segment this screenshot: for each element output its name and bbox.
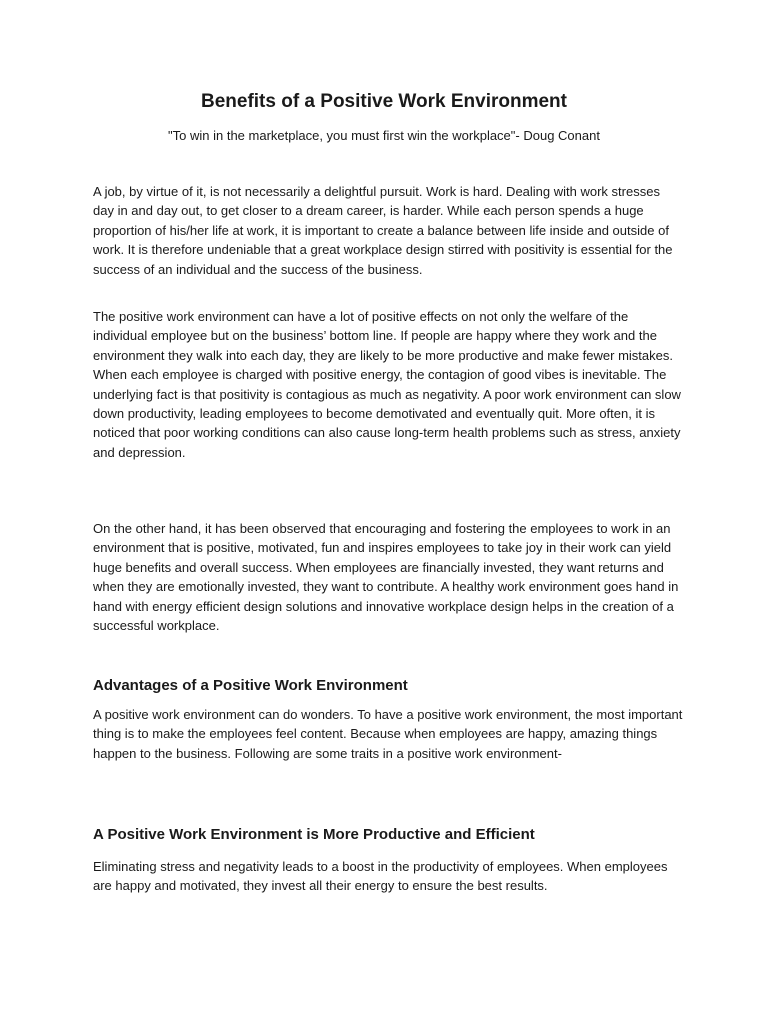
epigraph-quote: "To win in the marketplace, you must first win the workplace"- Doug Conant xyxy=(168,128,600,143)
document-title: Benefits of a Positive Work Environment xyxy=(200,91,567,112)
body-paragraph: On the other hand, it has been observed that encouraging and fostering the employees to work in an environment that is positive, motivated, fun and inspires employees to take joy in their work can yield huge benefits and overall success. When employees are financially invested, they want returns and when they are emotionally invested, they want to contribute. A healthy work environment goes hand in hand with energy efficient design solutions and innovative workplace design helps in the creation of a successful workplace. xyxy=(93,521,679,634)
section-heading-productive: A Positive Work Environment is More Productive and Efficient xyxy=(93,826,535,843)
section-paragraph-advantages: A positive work environment can do wonders. To have a positive work environment, the most important thing is to make the employees feel content. Because when employees are happy, amazing things happen to the business. Following are some traits in a positive work environment- xyxy=(93,707,683,761)
section-heading-advantages: Advantages of a Positive Work Environment xyxy=(93,677,408,694)
section-paragraph-productive: Eliminating stress and negativity leads to a boost in the productivity of employees. When employees are happy and motivated, they invest all their energy to ensure the best results. xyxy=(93,859,668,894)
body-paragraph: A job, by virtue of it, is not necessarily a delightful pursuit. Work is hard. Dealing with work stresses day in and day out, to get closer to a dream career, is harder. While each person spends a huge proportion of his/her life at work, it is important to create a balance between life inside and outside of work. It is therefore undeniable that a great workplace design stirred with positivity is essential for the success of an individual and the success of the business. xyxy=(93,184,673,277)
body-paragraph: The positive work environment can have a lot of positive effects on not only the welfare of the individual employee but on the business’ bottom line. If people are happy where they work and the environment they walk into each day, they are likely to be more productive and make fewer mistakes. When each employee is charged with positive energy, the contagion of good vibes is inevitable. The underlying fact is that positivity is contagious as much as negativity. A poor work environment can slow down productivity, leading employees to become demotivated and eventually quit. More often, it is noticed that poor working conditions can also cause long-term health problems such as stress, anxiety and depression. xyxy=(93,309,681,460)
